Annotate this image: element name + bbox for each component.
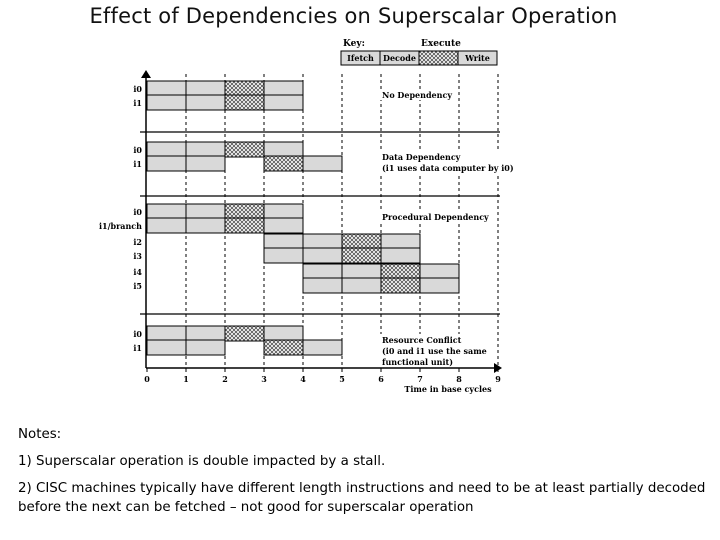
- axis-tick-label: 2: [222, 374, 228, 384]
- stage-write-box: [264, 204, 303, 219]
- axis-tick-label: 3: [261, 374, 267, 384]
- instruction-row: [303, 264, 459, 279]
- data-dependency-label: Data Dependency: [382, 152, 461, 162]
- stage-write-box: [420, 264, 459, 279]
- stage-decode-box: [342, 264, 381, 279]
- axis-tick-label: 8: [456, 374, 462, 384]
- stage-execute-box: [264, 340, 303, 355]
- axis-tick-label: 5: [339, 374, 345, 384]
- key-ifetch-label: Ifetch: [347, 53, 374, 63]
- axis-tick-label: 0: [144, 374, 150, 384]
- stage-ifetch-box: [303, 264, 342, 279]
- stage-ifetch-box: [147, 142, 186, 157]
- stage-decode-box: [303, 248, 342, 263]
- axis-tick-label: 9: [495, 374, 501, 384]
- stage-decode-box: [303, 234, 342, 249]
- axis-tick-label: 4: [300, 374, 306, 384]
- row-label: i0: [133, 84, 142, 94]
- axis-ticks: [144, 368, 501, 384]
- stage-execute-box: [225, 218, 264, 233]
- notes-item-1: 1) Superscalar operation is double impacted by a stall.: [18, 454, 386, 469]
- instruction-row: [147, 156, 342, 171]
- resource-conflict-note-1: (i0 and i1 use the same: [382, 346, 487, 356]
- notes-item-2: 2) CISC machines typically have different length instructions and need to be at least partially decoded before the next can be fetched – not good for superscalar operation: [18, 481, 706, 515]
- stage-write-box: [381, 234, 420, 249]
- stage-ifetch-box: [147, 326, 186, 341]
- resource-conflict-label: Resource Conflict: [382, 335, 462, 345]
- row-label: i2: [133, 237, 142, 247]
- notes-section: [18, 425, 708, 517]
- stage-write-box: [264, 81, 303, 96]
- instruction-row: [147, 326, 303, 341]
- key-decode-label: Decode: [383, 53, 416, 63]
- stage-write-box: [303, 156, 342, 171]
- stage-ifetch-box: [147, 340, 186, 355]
- row-label: i3: [133, 251, 142, 261]
- stage-write-box: [264, 95, 303, 110]
- resource-conflict-note-2: functional unit): [382, 357, 453, 367]
- instruction-row: [147, 218, 303, 233]
- key-write-label: Write: [465, 53, 490, 63]
- stage-execute-box: [225, 95, 264, 110]
- stage-execute-box: [225, 326, 264, 341]
- stage-write-box: [420, 278, 459, 293]
- key-execute-box: [419, 51, 458, 65]
- axis-tick-label: 7: [417, 374, 423, 384]
- stage-decode-box: [186, 204, 225, 219]
- stage-execute-box: [342, 234, 381, 249]
- stage-execute-box: [225, 204, 264, 219]
- stage-decode-box: [186, 340, 225, 355]
- stage-decode-box: [186, 218, 225, 233]
- stage-ifetch-box: [264, 248, 303, 263]
- instruction-row: [147, 81, 303, 96]
- y-axis-arrow: [141, 70, 151, 78]
- key-execute-label: Execute: [421, 39, 461, 49]
- stage-write-box: [264, 142, 303, 157]
- axis-tick-label: 1: [183, 374, 189, 384]
- instruction-row: [147, 340, 342, 355]
- stage-ifetch-box: [147, 95, 186, 110]
- notes-heading: Notes:: [18, 427, 62, 442]
- stage-decode-box: [186, 142, 225, 157]
- key-label: Key:: [343, 39, 365, 49]
- row-label: i1/branch: [98, 221, 142, 231]
- stage-execute-box: [342, 248, 381, 263]
- row-label: i1: [133, 98, 142, 108]
- stage-execute-box: [381, 278, 420, 293]
- stage-write-box: [264, 326, 303, 341]
- row-label: i0: [133, 207, 142, 217]
- stage-execute-box: [225, 142, 264, 157]
- stage-write-box: [303, 340, 342, 355]
- row-label: i1: [133, 159, 142, 169]
- stage-decode-box: [186, 156, 225, 171]
- axis-tick-label: 6: [378, 374, 384, 384]
- instruction-row: [264, 248, 420, 263]
- stage-decode-box: [186, 326, 225, 341]
- stage-ifetch-box: [147, 156, 186, 171]
- stage-decode-box: [186, 95, 225, 110]
- row-label: i0: [133, 329, 142, 339]
- stage-decode-box: [186, 81, 225, 96]
- slide-title: Effect of Dependencies on Superscalar Operation: [89, 4, 618, 28]
- stage-ifetch-box: [264, 234, 303, 249]
- row-labels: [99, 84, 142, 353]
- row-label: i4: [133, 267, 142, 277]
- instruction-row: [147, 142, 303, 157]
- stage-ifetch-box: [147, 81, 186, 96]
- instruction-row: [303, 278, 459, 293]
- stage-write-box: [264, 218, 303, 233]
- instruction-row: [264, 234, 420, 249]
- stage-ifetch-box: [147, 204, 186, 219]
- stage-execute-box: [225, 81, 264, 96]
- scenario-annotations: [380, 89, 518, 367]
- key-legend: [341, 51, 497, 65]
- stage-ifetch-box: [147, 218, 186, 233]
- instruction-row: [147, 95, 303, 110]
- instruction-row: [147, 204, 303, 219]
- procedural-dependency-label: Procedural Dependency: [382, 212, 489, 222]
- data-dependency-note: (i1 uses data computer by i0): [382, 163, 514, 173]
- stage-decode-box: [342, 278, 381, 293]
- axis-label: Time in base cycles: [404, 384, 492, 394]
- stage-write-box: [381, 248, 420, 263]
- row-label: i5: [133, 281, 142, 291]
- stage-execute-box: [381, 264, 420, 279]
- stage-execute-box: [264, 156, 303, 171]
- no-dependency-label: No Dependency: [382, 90, 452, 100]
- row-label: i1: [133, 343, 142, 353]
- row-label: i0: [133, 145, 142, 155]
- stage-ifetch-box: [303, 278, 342, 293]
